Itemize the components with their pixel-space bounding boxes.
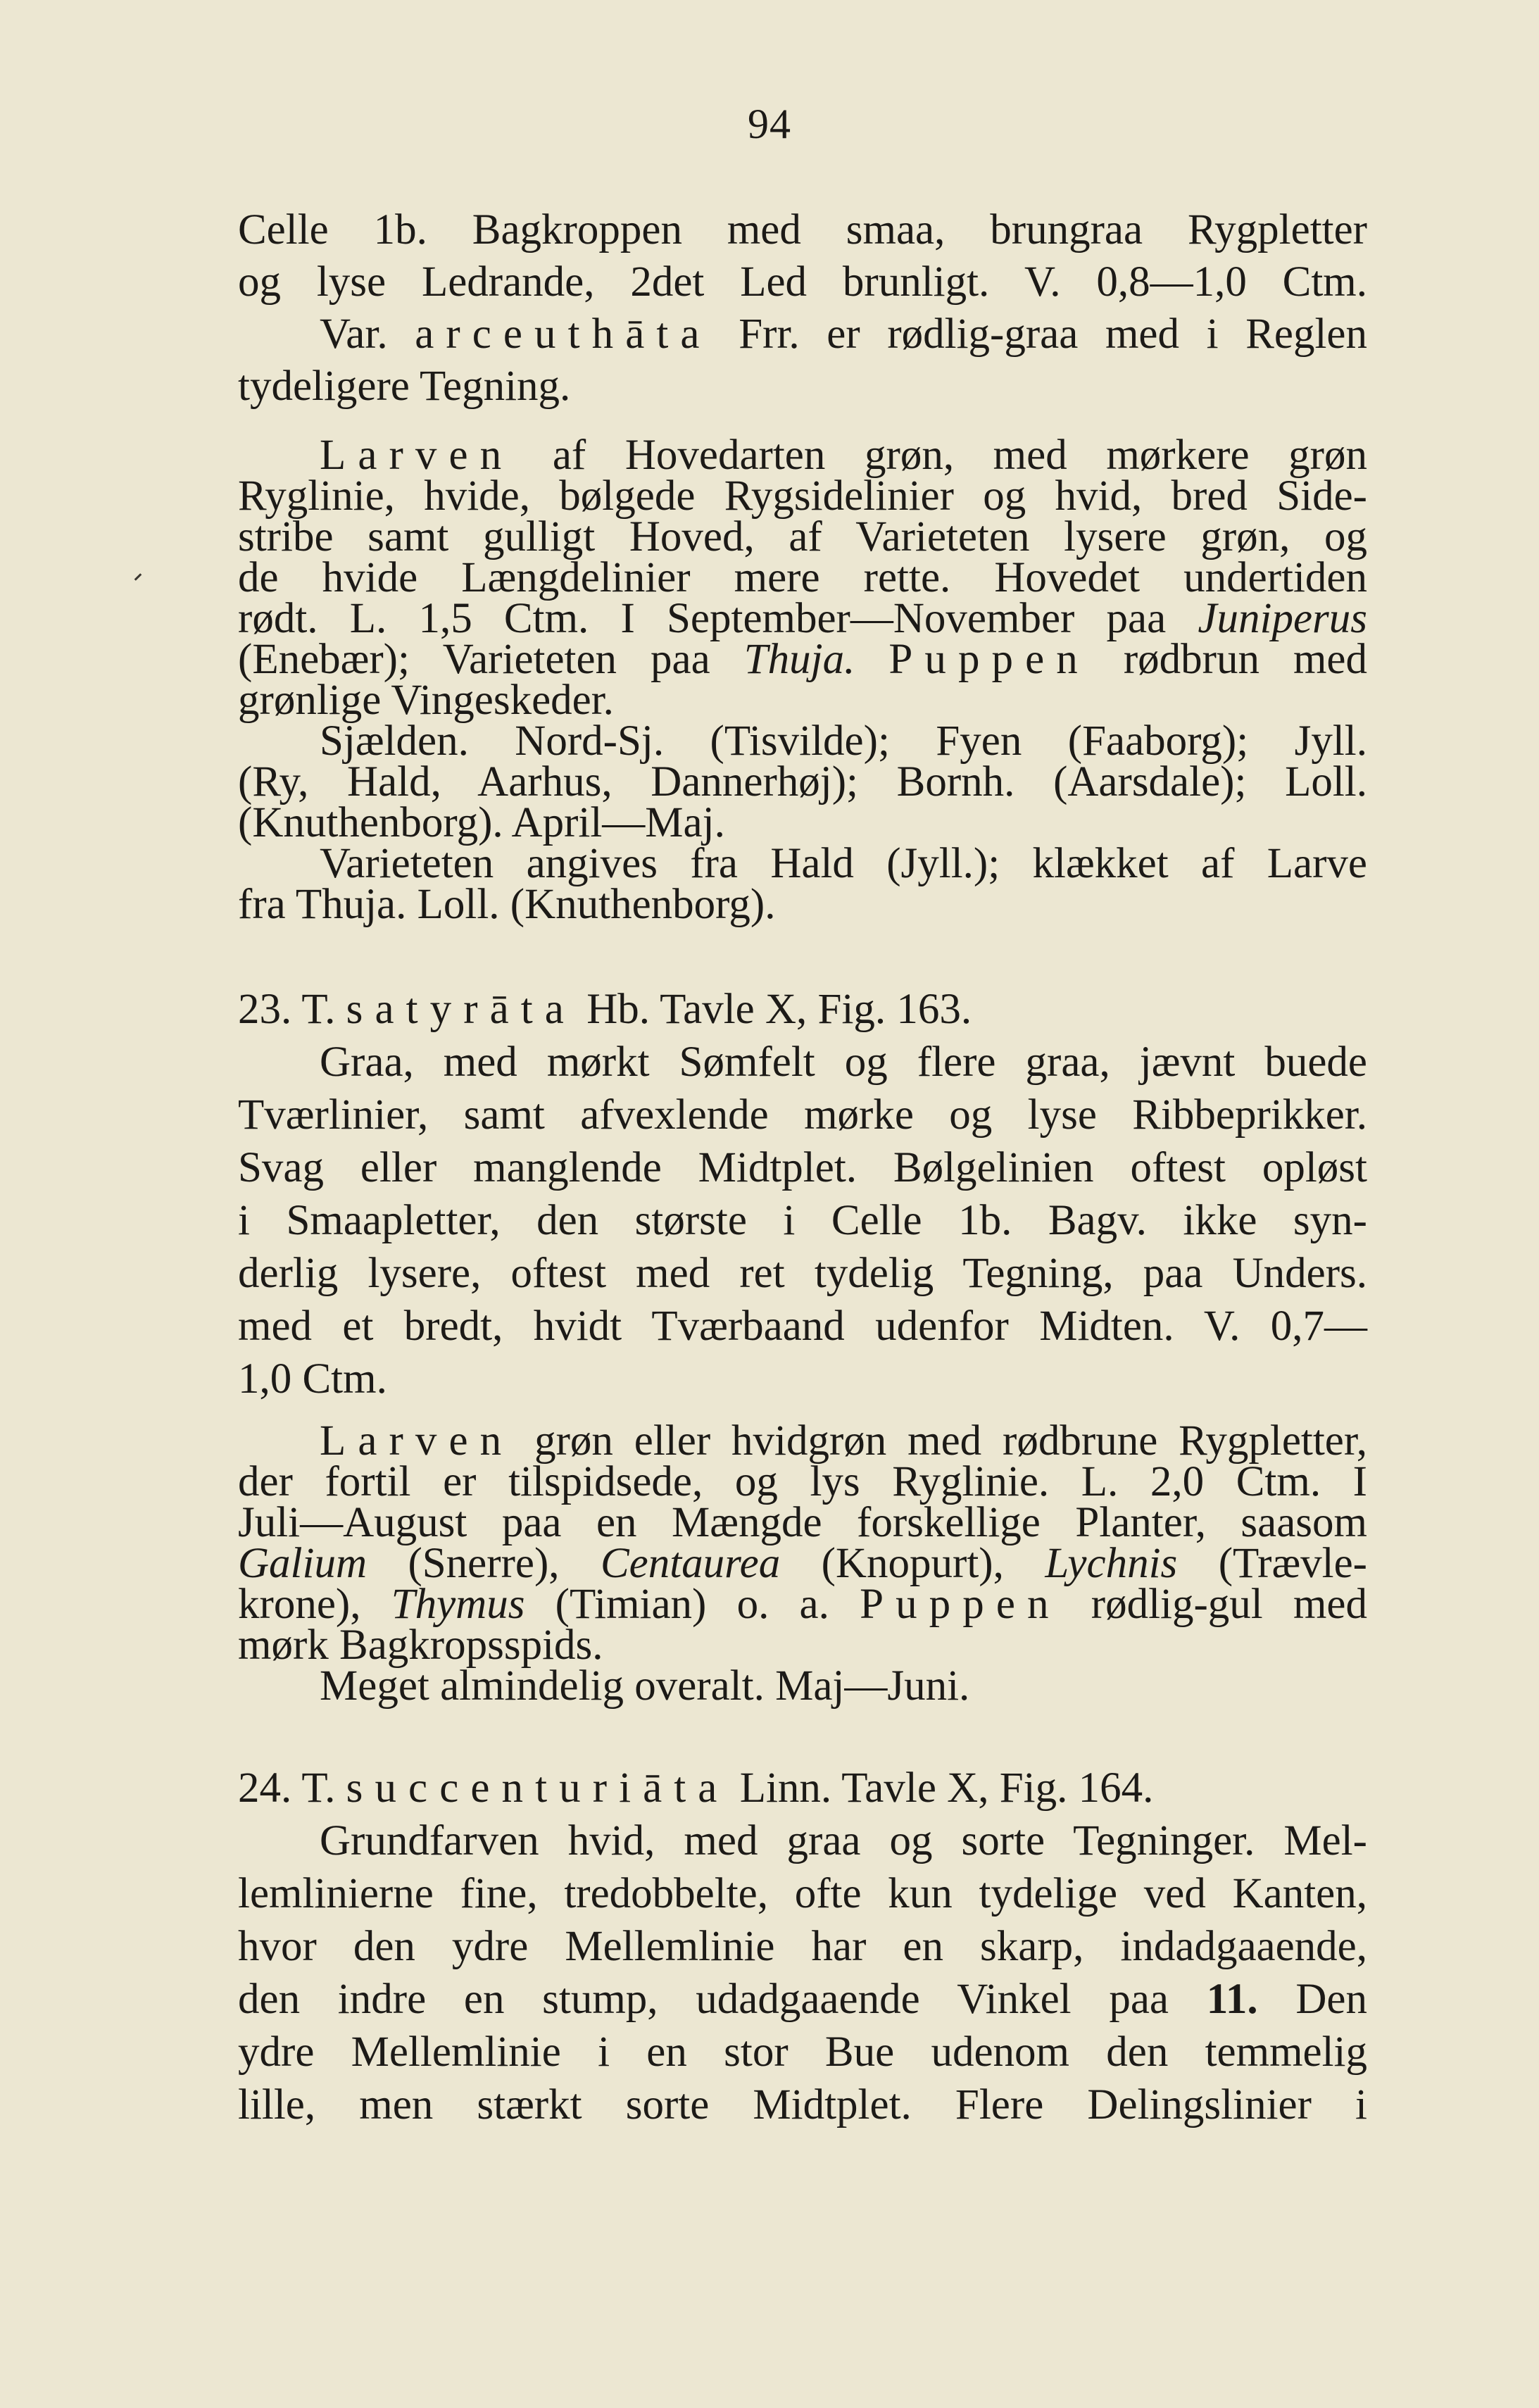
species-number: 23. T. — [238, 986, 346, 1033]
text-line: lille, men stærkt sorte Midtplet. Flere Delingslinier i — [238, 2081, 1367, 2128]
species-name: satyrāta — [346, 986, 576, 1033]
text-line: stribe samt gulligt Hoved, af Varieteten lysere grøn, og — [238, 513, 1367, 560]
species-reference: Hb. Tavle X, Fig. 163. — [575, 986, 972, 1033]
text-line: ydre Mellemlinie i en stor Bue udenom den temmelig — [238, 2028, 1367, 2076]
margin-mark — [134, 573, 142, 581]
text-fragment: (Enebær); Varieteten paa — [238, 636, 744, 683]
text-fragment: Frr. er rødlig-graa med i Reglen — [711, 311, 1367, 358]
larva-paragraph-2 — [238, 1417, 1367, 1710]
text-line: Grundfarven hvid, med graa og sorte Tegninger. Mel- — [320, 1817, 1367, 1864]
species-heading — [238, 983, 1367, 1036]
text-line — [238, 636, 1367, 683]
distribution-line: Meget almindelig overalt. Maj—Juni. — [320, 1662, 970, 1710]
text-line: lemlinierne fine, tredobbelte, ofte kun tydelige ved Kanten, — [238, 1870, 1367, 1917]
pupa-term: Puppen — [888, 636, 1090, 683]
text-line: Tværlinier, samt afvexlende mørke og lyse Ribbeprikker. — [238, 1091, 1367, 1139]
text-line — [238, 1540, 1367, 1587]
text-line: Svag eller manglende Midtplet. Bølgelinien oftest opløst — [238, 1144, 1367, 1191]
text-line: de hvide Længdelinier mere rette. Hovedet undertiden — [238, 554, 1367, 601]
distribution-line: (Ry, Hald, Aarhus, Dannerhøj); Bornh. (Aarsdale); Loll. — [238, 758, 1367, 805]
text-fragment: krone), — [238, 1581, 391, 1628]
larva-term: Larven — [320, 1417, 514, 1465]
variety-line — [238, 308, 1367, 360]
text-fragment: rødbrun med — [1089, 636, 1367, 683]
plant-name: Centaurea — [600, 1540, 781, 1587]
plant-name: Thuja. — [743, 636, 855, 683]
text-fragment — [855, 636, 888, 683]
text-line: i Smaapletter, den største i Celle 1b. Bagv. ikke syn- — [238, 1197, 1367, 1244]
text-fragment: (Timian) o. a. — [524, 1581, 860, 1628]
text-fragment: (Knopurt), — [780, 1540, 1045, 1587]
text-line — [238, 1973, 1367, 2026]
larva-paragraph-1 — [238, 432, 1367, 928]
text-fragment: rødt. L. 1,5 Ctm. I September—November paa — [238, 595, 1198, 642]
plant-name: Lychnis — [1045, 1540, 1178, 1587]
larva-line — [238, 432, 1367, 479]
distribution-line: (Knuthenborg). April—Maj. — [238, 799, 725, 846]
cell-1b-paragraph — [238, 204, 1367, 413]
species-reference: Linn. Tavle X, Fig. 164. — [729, 1764, 1154, 1812]
text-fragment: (Snerre), — [367, 1540, 601, 1587]
text-fragment: grøn eller hvidgrøn med rødbrune Rygpletter, — [513, 1417, 1367, 1465]
text-line — [238, 595, 1367, 642]
text-line: mørk Bagkropsspids. — [238, 1622, 603, 1669]
text-line: tydeligere Tegning. — [238, 363, 571, 410]
text-line: Ryglinie, hvide, bølgede Rygsidelinier og hvid, bred Side- — [238, 472, 1367, 520]
text-fragment: Den — [1257, 1976, 1367, 2023]
text-fragment: af Hovedarten grøn, med mørkere grøn — [513, 432, 1367, 479]
page-number: 94 — [748, 101, 791, 147]
plant-name: Thymus — [391, 1581, 525, 1628]
cell-number: 11. — [1206, 1976, 1258, 2023]
text-fragment: Var. — [320, 311, 415, 358]
pupa-term: Puppen — [860, 1581, 1061, 1628]
larva-term: Larven — [320, 432, 514, 479]
text-fragment: (Trævle- — [1177, 1540, 1367, 1587]
text-line: hvor den ydre Mellemlinie har en skarp, indadgaaende, — [238, 1923, 1367, 1970]
species-23-paragraph — [238, 983, 1367, 1405]
text-line: Celle 1b. Bagkroppen med smaa, brungraa Rygpletter — [238, 206, 1367, 253]
species-heading — [238, 1762, 1367, 1814]
text-line: 1,0 Ctm. — [238, 1355, 387, 1403]
species-name: succenturiāta — [346, 1764, 729, 1812]
plant-name: Juniperus — [1198, 595, 1367, 642]
text-line: der fortil er tilspidsede, og lys Ryglinie. L. 2,0 Ctm. I — [238, 1458, 1367, 1505]
text-line — [238, 1581, 1367, 1628]
larva-line — [238, 1417, 1367, 1465]
species-number: 24. T. — [238, 1764, 346, 1812]
text-fragment: rødlig-gul med — [1060, 1581, 1367, 1628]
text-line: og lyse Ledrande, 2det Led brunligt. V. 0,8—1,0 Ctm. — [238, 258, 1367, 306]
distribution-line: fra Thuja. Loll. (Knuthenborg). — [238, 881, 776, 928]
plant-name: Galium — [238, 1540, 367, 1587]
text-line: grønlige Vingeskeder. — [238, 677, 614, 724]
text-fragment: den indre en stump, udadgaaende Vinkel paa — [238, 1976, 1207, 2023]
text-line: derlig lysere, oftest med ret tydelig Tegning, paa Unders. — [238, 1250, 1367, 1297]
distribution-line: Sjælden. Nord-Sj. (Tisvilde); Fyen (Faaborg); Jyll. — [320, 717, 1367, 765]
distribution-line: Varieteten angives fra Hald (Jyll.); klækket af Larve — [320, 840, 1367, 887]
text-line: med et bredt, hvidt Tværbaand udenfor Midten. V. 0,7— — [238, 1303, 1367, 1350]
species-24-paragraph — [238, 1762, 1367, 2131]
variety-name: arceuthāta — [415, 311, 712, 358]
text-line: Graa, med mørkt Sømfelt og flere graa, jævnt buede — [320, 1039, 1367, 1086]
text-line: Juli—August paa en Mængde forskellige Planter, saasom — [238, 1499, 1367, 1546]
